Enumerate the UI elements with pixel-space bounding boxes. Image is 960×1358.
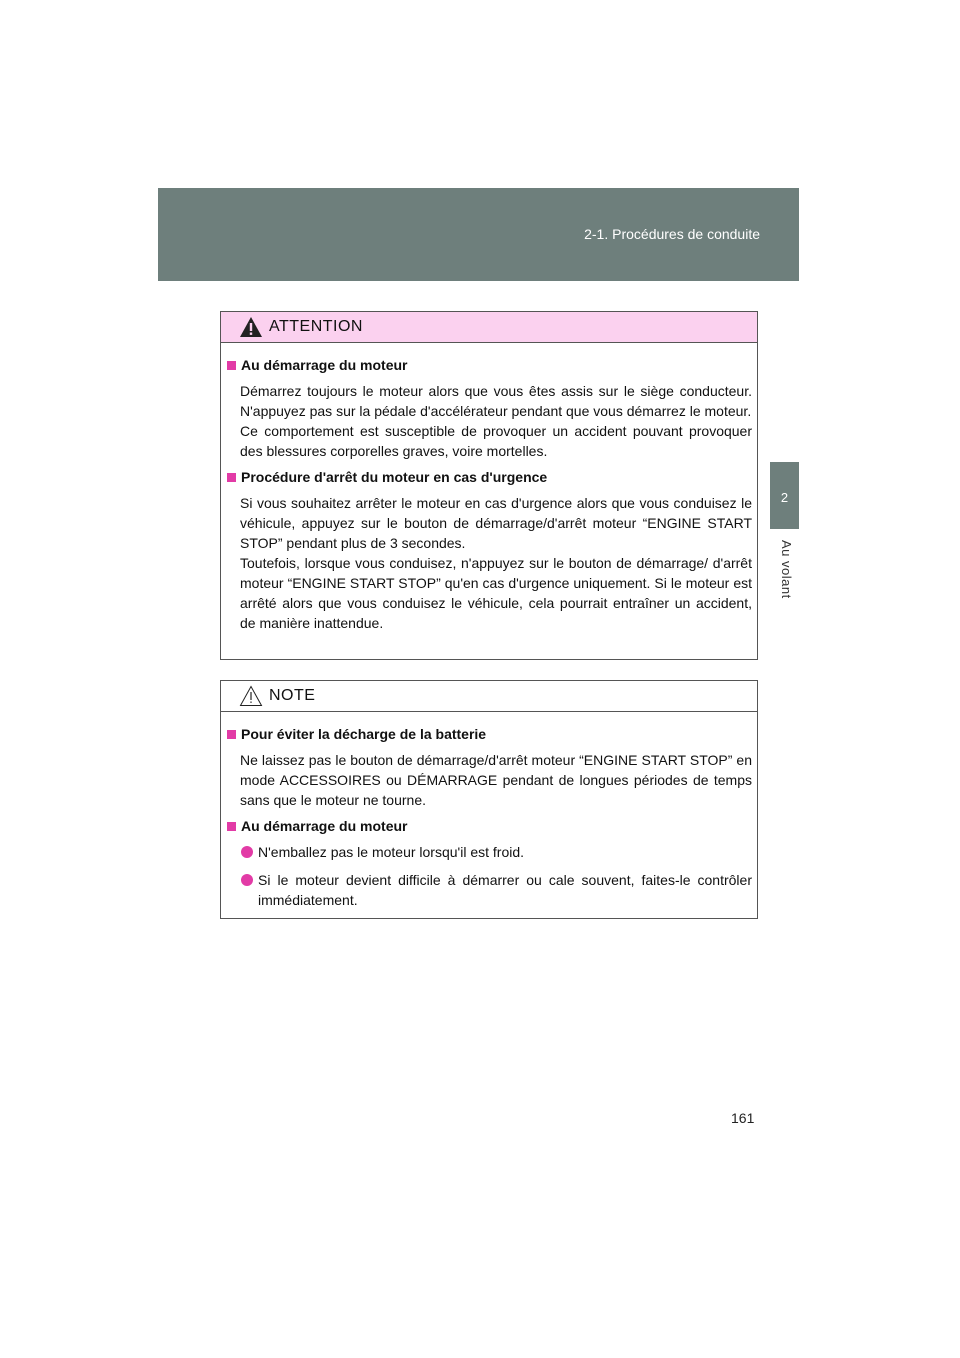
section-heading: Procédure d'arrêt du moteur en cas d'urgence	[227, 467, 752, 487]
square-bullet-icon	[227, 473, 236, 482]
warning-triangle-filled-icon	[239, 316, 263, 338]
header-band	[158, 188, 799, 281]
chapter-label: Au volant	[779, 540, 794, 599]
chapter-tab	[770, 462, 799, 529]
section-title: 2-1. Procédures de conduite	[584, 226, 760, 242]
page-number: 161	[731, 1110, 755, 1126]
section-heading: Pour éviter la décharge de la batterie	[227, 724, 752, 744]
circle-bullet-icon	[241, 846, 253, 858]
square-bullet-icon	[227, 361, 236, 370]
note-title: NOTE	[269, 687, 316, 704]
note-box	[220, 680, 758, 919]
square-bullet-icon	[227, 822, 236, 831]
chapter-number: 2	[780, 490, 789, 505]
square-bullet-icon	[227, 730, 236, 739]
paragraph: Démarrez toujours le moteur alors que vous êtes assis sur le siège conducteur. N'appuyez pas sur la pédale d'accélérateur pendant que vous démarrez le moteur. Ce comportement est susceptible de provoquer un accident pouvant provoquer des blessures corporelles graves, voire mortelles.	[240, 383, 752, 459]
list-item: Si le moteur devient difficile à démarrer ou cale souvent, faites-le contrôler immédiatement.	[227, 870, 752, 910]
section-heading: Au démarrage du moteur	[227, 816, 752, 836]
list-item: N'emballez pas le moteur lorsqu'il est froid.	[227, 842, 752, 862]
circle-bullet-icon	[241, 874, 253, 886]
attention-header	[221, 312, 757, 343]
paragraph: Ne laissez pas le bouton de démarrage/d'arrêt moteur “ENGINE START STOP” en mode ACCESSOIRES ou DÉMARRAGE pendant de longues périodes de temps sans que le moteur ne tourne.	[240, 752, 752, 808]
attention-title: ATTENTION	[269, 318, 363, 335]
warning-triangle-outline-icon	[239, 685, 263, 707]
attention-box	[220, 311, 758, 660]
note-header	[221, 681, 757, 712]
paragraph: Si vous souhaitez arrêter le moteur en cas d'urgence alors que vous conduisez le véhicule, appuyez sur le bouton de démarrage/d'arrêt moteur “ENGINE START STOP” pendant plus de 3 secondes. Toutefois, lorsque vous conduisez, n'appuyez sur le bouton de démarrage/ d'arrêt moteur “ENGINE START STOP” qu'en cas d'urgence uniquement. Si le moteur est arrêté alors que vous conduisez le véhicule, cela pourrait entraîner un accident, de manière inattendue.	[240, 495, 752, 631]
section-heading: Au démarrage du moteur	[227, 355, 752, 375]
